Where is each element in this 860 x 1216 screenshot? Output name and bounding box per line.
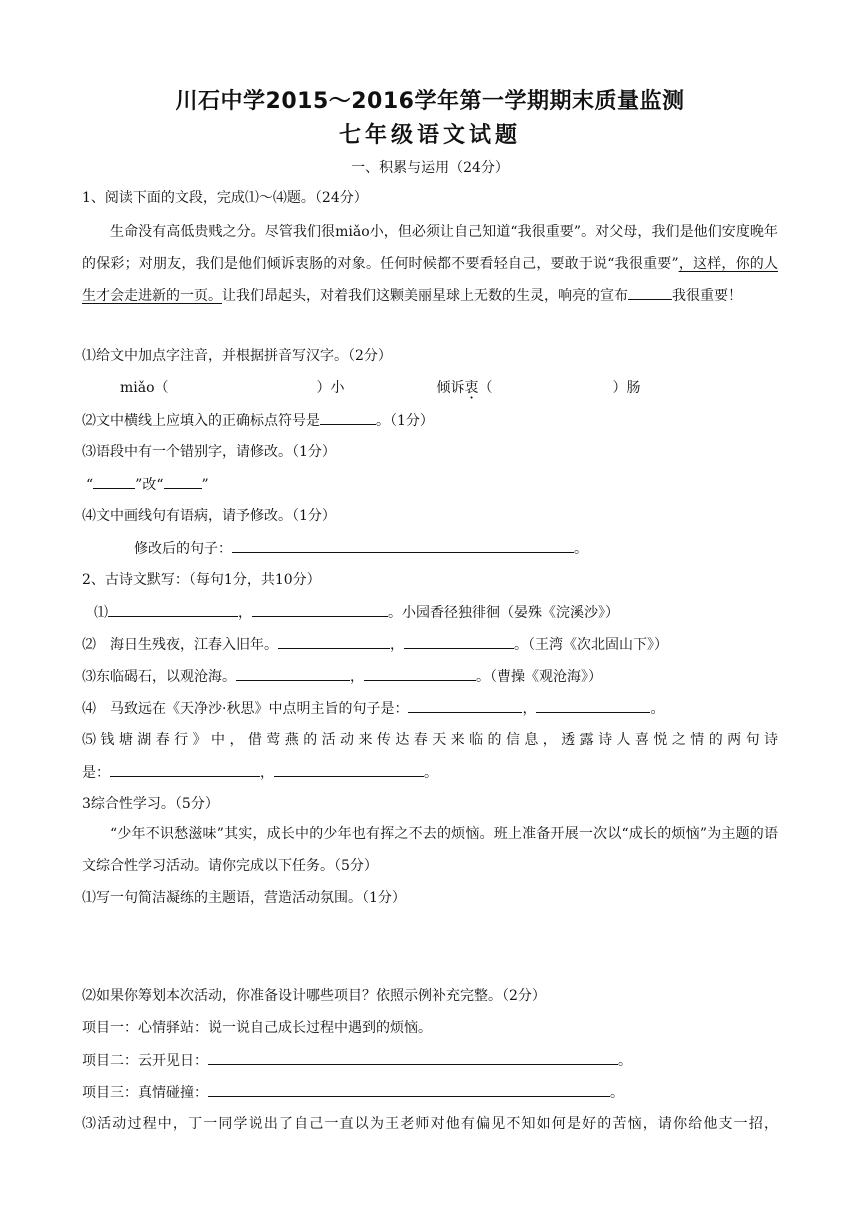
q1-s1-chang: ）肠 xyxy=(612,380,641,396)
q2-l1-sep: ， xyxy=(238,605,252,621)
q2-l4-sep: ， xyxy=(522,701,537,717)
q3-item2 xyxy=(82,1050,632,1071)
q1-s4: ⑷文中画线句有语病，请予修改。（1分） xyxy=(82,508,336,524)
q2-l5-is: 是： xyxy=(82,765,110,781)
q3-heading: 3综合性学习。（5分） xyxy=(82,796,219,812)
q1-s4-blank[interactable] xyxy=(232,538,574,553)
q3-item3-end: 。 xyxy=(610,1085,624,1101)
q2-line1 xyxy=(94,602,619,623)
q2-l1-blank2[interactable] xyxy=(252,602,388,617)
q1-s2-text: ⑵文中横线上应填入的正确标点符号是 xyxy=(82,413,320,429)
q3-item3 xyxy=(82,1082,624,1103)
q1-heading: 1、阅读下面的文段，完成⑴～⑷题。（24分） xyxy=(82,190,368,206)
q3-item1: 项目一：心情驿站：说一说自己成长过程中遇到的烦恼。 xyxy=(82,1020,432,1036)
q3-s1: ⑴写一句简洁凝练的主题语，营造活动氛围。（1分） xyxy=(82,890,406,906)
q3-item2-blank[interactable] xyxy=(208,1050,618,1065)
q1-passage-text-a: 生命没有高低贵贱之分。尽管我们很miǎo小，但必须让自己知道“我很重要”。对父母，我们是他们安度晚年的保彩；对朋友，我们是他们倾诉衷肠的对象。任何时候都不要看轻自己，要敢于说“我很重要” xyxy=(82,224,778,272)
q2-line5b xyxy=(82,762,438,783)
q3-item2-end: 。 xyxy=(618,1053,632,1069)
q2-l5-blank1[interactable] xyxy=(110,762,260,777)
q2-l5-sep: ， xyxy=(260,765,274,781)
q3-item3-label: 项目三：真情碰撞： xyxy=(82,1085,208,1101)
q1-s3-correct-blank[interactable] xyxy=(164,474,202,489)
q1-s3-quote-close: ” xyxy=(201,477,209,493)
q2-l2-blank2[interactable] xyxy=(404,634,514,649)
q2-l2-sep: ， xyxy=(390,637,404,653)
q2-l3-end: 。（曹操《观沧海》） xyxy=(476,669,602,685)
q2-line3 xyxy=(82,666,602,687)
q1-s3-answer-row xyxy=(86,474,209,495)
q2-l3-blank1[interactable] xyxy=(236,666,350,681)
q2-l4-end: 。 xyxy=(650,701,665,717)
q1-s1: ⑴给文中加点字注音，并根据拼音写汉字。（2分） xyxy=(82,348,392,364)
q2-l3-text: ⑶东临碣石，以观沧海。 xyxy=(82,669,236,685)
q2-l1-blank1[interactable] xyxy=(108,602,238,617)
q1-s1-miao-end: ）小 xyxy=(316,380,345,396)
q1-s4-label: 修改后的句子： xyxy=(134,541,232,557)
q1-s4-answer-row xyxy=(134,538,588,559)
q1-s1-miao: miǎo（ xyxy=(120,380,169,396)
q2-l3-sep: ， xyxy=(350,669,364,685)
q2-l1-end: 。小园香径独徘徊（晏殊《浣溪沙》） xyxy=(388,605,619,621)
q1-s2-blank[interactable] xyxy=(320,410,376,425)
q2-l2-blank1[interactable] xyxy=(278,634,390,649)
q1-s1-dotted-char: 衷 xyxy=(464,380,479,396)
q2-line2 xyxy=(82,634,668,655)
q1-s3-quote-open: “ xyxy=(86,477,94,493)
q1-s1-qingsu: 倾诉 xyxy=(436,380,465,396)
q2-line4 xyxy=(82,698,664,719)
q2-l4-blank1[interactable] xyxy=(408,698,522,713)
q1-s1-paren-open: （ xyxy=(478,380,493,396)
q2-l5-blank2[interactable] xyxy=(274,762,424,777)
q3-item2-label: 项目二：云开见日： xyxy=(82,1053,208,1069)
exam-subtitle: 七年级语文试题 xyxy=(338,123,521,148)
q1-punct-blank[interactable] xyxy=(628,285,672,300)
q1-s3-change-to: ”改“ xyxy=(135,477,164,493)
q2-l2-end: 。（王湾《次北固山下》） xyxy=(514,637,668,653)
q2-heading: 2、古诗文默写：（每句1分，共10分） xyxy=(82,572,321,588)
exam-title: 川石中学2015～2016学年第一学期期末质量监测 xyxy=(175,89,685,114)
q2-l4-blank2[interactable] xyxy=(536,698,650,713)
q2-l1-num: ⑴ xyxy=(94,605,108,621)
q3-passage: “少年不识愁滋味”其实，成长中的少年也有挥之不去的烦恼。班上准备开展一次以“成长的烦恼”为主题的语文综合性学习活动。请你完成以下任务。（5分） xyxy=(82,826,778,874)
section-heading: 一、积累与运用（24分） xyxy=(351,160,509,176)
q1-s3: ⑶语段中有一个错别字，请修改。（1分） xyxy=(82,444,336,460)
q1-s3-wrong-blank[interactable] xyxy=(93,474,135,489)
q2-l2-text: ⑵ 海日生残夜，江春入旧年。 xyxy=(82,637,278,653)
q2-l4-text: ⑷ 马致远在《天净沙·秋思》中点明主旨的句子是： xyxy=(82,701,409,717)
q3-s3: ⑶活动过程中，丁一同学说出了自己一直以为王老师对他有偏见不知如何是好的苦恼，请你给他支一招， xyxy=(82,1116,778,1132)
q1-passage-text-b: 让我们昂起头，对着我们这颗美丽星球上无数的生灵，响亮的宣布 xyxy=(222,288,628,304)
q3-s2: ⑵如果你筹划本次活动，你准备设计哪些项目？依照示例补充完整。（2分） xyxy=(82,988,546,1004)
q2-l5-text: ⑸钱塘湖春行》中，借莺燕的活动来传达春天来临的信息，透露诗人喜悦之情的两句诗 xyxy=(82,732,778,748)
q1-s1-answer-row xyxy=(120,378,641,398)
q1-s2-end: 。（1分） xyxy=(376,413,434,429)
q1-passage xyxy=(82,216,778,312)
q1-passage-underlined: ，这样，你的人生才会走进新的一页。 xyxy=(82,256,779,304)
q2-l3-blank2[interactable] xyxy=(364,666,476,681)
q3-item3-blank[interactable] xyxy=(208,1082,610,1097)
q1-passage-text-c: 我很重要！ xyxy=(672,288,742,304)
q1-s2 xyxy=(82,410,434,431)
q1-s4-end: 。 xyxy=(574,541,588,557)
q2-l5-end: 。 xyxy=(424,765,438,781)
